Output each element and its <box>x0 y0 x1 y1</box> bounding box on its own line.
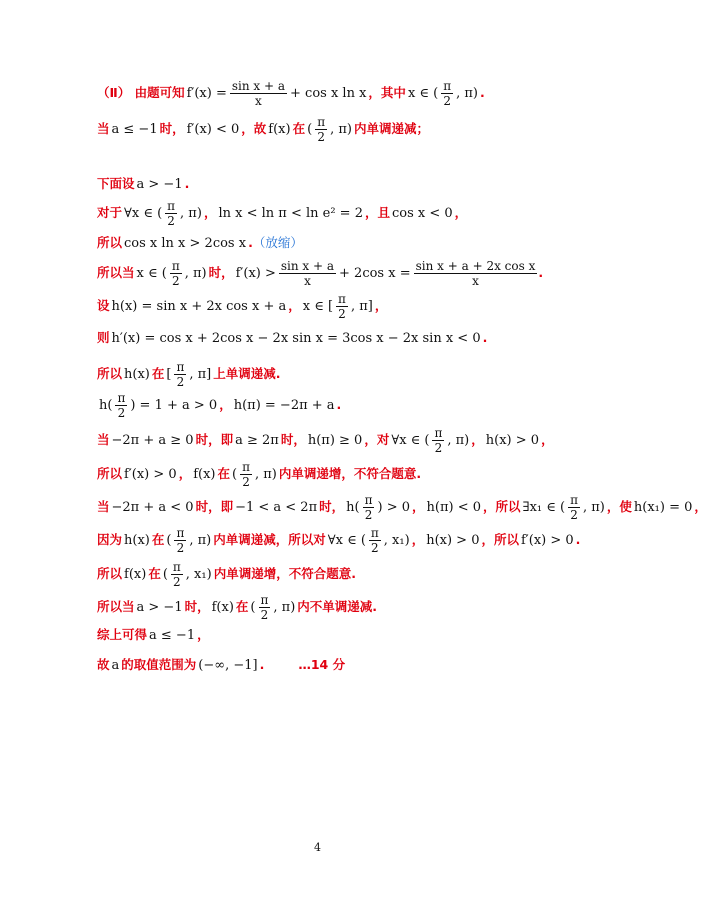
math: a > −1 <box>136 176 183 192</box>
text: 在 <box>292 120 306 136</box>
text: ，其中 <box>368 84 406 100</box>
math: ∃x₁ ∈ ( <box>522 499 566 515</box>
numerator: π <box>434 425 443 440</box>
math: , π) <box>273 599 296 615</box>
text: . <box>336 396 342 412</box>
text: 所以 <box>97 365 123 381</box>
denominator: 2 <box>171 273 180 288</box>
text: ， <box>178 465 192 481</box>
math: −2π + a ≥ 0 <box>111 432 194 448</box>
line-h-values <box>97 388 341 422</box>
math: , π) <box>456 85 479 101</box>
numerator: sin x + a <box>280 258 335 273</box>
text: 所以当 <box>97 598 135 614</box>
text: 在 <box>151 365 165 381</box>
fraction <box>171 561 183 588</box>
numerator: π <box>443 78 452 93</box>
math: f(x) <box>124 566 147 582</box>
math: , π) <box>582 499 605 515</box>
math: , π] <box>189 366 212 382</box>
line-case-ge-zero <box>97 423 554 457</box>
text: 时， <box>184 598 210 614</box>
line-define-h <box>97 289 387 323</box>
line-derivative-bound <box>97 256 543 290</box>
text: . <box>184 175 190 191</box>
text: 综上可得 <box>97 626 148 642</box>
text: 时， <box>208 264 234 280</box>
text: 所以 <box>97 565 123 581</box>
text: 内单调递减，所以对 <box>213 531 326 547</box>
text: ， <box>197 626 210 642</box>
text: 当 <box>97 431 110 447</box>
text: 时，即 <box>195 431 234 447</box>
fraction <box>315 116 327 143</box>
text: ， <box>411 498 425 514</box>
math: f′(x) < 0 <box>186 121 240 137</box>
math: f′(x) > <box>235 265 276 281</box>
text: 上单调递减. <box>213 365 281 381</box>
text: ，所以 <box>483 498 521 514</box>
math: , π] <box>350 298 373 314</box>
math: , π) <box>330 121 352 137</box>
math: cos x < 0 <box>391 205 453 221</box>
math: f′(x) > 0 <box>124 466 177 482</box>
line-case-lt-zero <box>97 490 707 524</box>
math: ( <box>232 466 238 482</box>
fraction <box>568 494 580 521</box>
math: x ∈ [ <box>302 298 334 314</box>
denominator: 2 <box>364 507 373 522</box>
numerator: π <box>172 559 181 574</box>
text: . <box>482 329 488 345</box>
math: ( <box>166 532 172 548</box>
text: ，故 <box>241 120 267 136</box>
text: 在 <box>235 598 249 614</box>
text: ， <box>219 396 232 412</box>
text: 时， <box>280 431 306 447</box>
math: h(x) > 0 <box>485 432 540 448</box>
math: , x₁) <box>185 566 212 582</box>
text: . <box>248 234 253 250</box>
denominator: 2 <box>173 574 181 589</box>
text: 时，即 <box>195 498 234 514</box>
math: cos x ln x > 2cos x <box>124 235 247 251</box>
numerator: π <box>242 459 250 474</box>
text: 内单调递减； <box>353 120 429 136</box>
denominator: 2 <box>242 474 250 489</box>
math: x ∈ ( <box>136 265 167 281</box>
fraction <box>174 527 186 554</box>
text: 因为 <box>97 531 123 547</box>
math: h(π) = −2π + a <box>233 397 335 413</box>
line-h-derivative <box>97 321 487 355</box>
text: 则 <box>97 329 110 345</box>
fraction <box>369 527 381 554</box>
denominator: x <box>472 273 479 288</box>
math: f(x) <box>211 599 234 615</box>
numerator: π <box>167 198 176 213</box>
denominator: 2 <box>167 213 175 228</box>
math: a > −1 <box>136 599 183 615</box>
text: （Ⅱ） 由题可知 <box>97 84 185 100</box>
fraction <box>170 260 182 287</box>
math: ∀x ∈ ( <box>124 205 163 221</box>
text: ， <box>471 431 484 447</box>
numerator: π <box>171 258 180 273</box>
math: , π) <box>447 432 470 448</box>
math: ( <box>250 599 256 615</box>
denominator: 2 <box>371 540 379 555</box>
fraction <box>230 80 287 107</box>
page-number: 4 <box>314 841 321 854</box>
text: . <box>480 84 485 100</box>
score-note: …14 分 <box>298 656 346 672</box>
math: ( <box>162 566 168 582</box>
line-conclusion <box>97 618 210 652</box>
annotation-scaling: （放缩） <box>252 234 303 250</box>
math: , π) <box>189 532 212 548</box>
fraction <box>363 494 375 521</box>
numerator: π <box>117 390 126 405</box>
fraction <box>432 427 444 454</box>
text: ， <box>288 297 301 313</box>
math: ∀x ∈ ( <box>327 532 366 548</box>
math: h(x₁) = 0 <box>633 499 693 515</box>
text: 下面设 <box>97 175 135 191</box>
text: ， <box>541 431 554 447</box>
numerator: π <box>338 291 346 306</box>
math: f′(x) = <box>186 85 227 101</box>
text: 时， <box>159 120 185 136</box>
fraction <box>165 200 177 227</box>
text: ， <box>374 297 388 313</box>
text: 所以 <box>97 234 123 250</box>
math: f′(x) > 0 <box>521 532 574 548</box>
denominator: 2 <box>117 405 126 420</box>
text: . <box>259 656 265 672</box>
math: h′(x) = cos x + 2cos x − 2x sin x = 3cos x − 2x sin x < 0 <box>111 330 481 346</box>
text: 对于 <box>97 204 123 220</box>
text: ，且 <box>364 204 390 220</box>
denominator: x <box>255 93 262 108</box>
text: 内单调递增，不符合题意. <box>278 465 422 481</box>
numerator: π <box>260 592 269 607</box>
math: h(π) < 0 <box>426 499 481 515</box>
math: h(π) ≥ 0 <box>307 432 363 448</box>
math: a ≤ −1 <box>111 121 158 137</box>
line-h-decreasing <box>97 357 281 391</box>
math: + cos x ln x <box>290 85 367 101</box>
fraction <box>240 461 252 488</box>
text: 内单调递增，不符合题意. <box>213 565 356 581</box>
math: h(x) <box>124 532 150 548</box>
text: 所以 <box>97 465 123 481</box>
fraction <box>259 594 271 621</box>
line-so-cos <box>97 226 303 260</box>
math: + 2cos x = <box>339 265 411 281</box>
denominator: 2 <box>434 440 443 455</box>
line-increasing-1 <box>97 457 421 491</box>
math: −2π + a < 0 <box>111 499 194 515</box>
text: . <box>575 531 581 547</box>
fraction <box>279 260 336 287</box>
text: 内不单调递减. <box>297 598 378 614</box>
text: 所以当 <box>97 264 135 280</box>
denominator: 2 <box>317 129 325 144</box>
math: ) = 1 + a > 0 <box>130 397 218 413</box>
numerator: sin x + a <box>231 78 286 93</box>
math: f(x) <box>193 466 216 482</box>
numerator: π <box>176 359 185 374</box>
math: a ≤ −1 <box>149 627 196 643</box>
denominator: x <box>304 273 311 288</box>
text: ， <box>694 498 707 514</box>
numerator: π <box>364 492 373 507</box>
math: h( <box>346 499 360 515</box>
math: a <box>111 657 120 673</box>
math: ∀x ∈ ( <box>391 432 430 448</box>
text: 在 <box>148 565 161 581</box>
math: , π) <box>254 466 277 482</box>
math: [ <box>166 366 172 382</box>
text: 设 <box>97 297 110 313</box>
text: ，对 <box>364 431 390 447</box>
math: x ∈ ( <box>407 85 439 101</box>
math: h(x) <box>124 366 150 382</box>
text: 故 <box>97 656 110 672</box>
denominator: 2 <box>338 306 346 321</box>
math: h(x) > 0 <box>426 532 480 548</box>
fraction <box>115 392 127 419</box>
text: . <box>538 264 544 280</box>
line-for-all-x <box>97 196 467 230</box>
line-part-ii <box>97 76 485 110</box>
fraction <box>336 293 348 320</box>
denominator: 2 <box>570 507 578 522</box>
denominator: 2 <box>176 540 185 555</box>
denominator: 2 <box>176 374 185 389</box>
text: ， <box>203 204 217 220</box>
numerator: π <box>317 114 326 129</box>
math: (−∞, −1] <box>198 657 258 673</box>
math: ) > 0 <box>377 499 410 515</box>
text: ，使 <box>606 498 632 514</box>
text: 在 <box>217 465 231 481</box>
line-answer <box>97 648 345 682</box>
math: ln x < ln π < ln e² = 2 <box>218 205 363 221</box>
text: 在 <box>151 531 165 547</box>
denominator: 2 <box>443 93 451 108</box>
numerator: π <box>570 492 578 507</box>
line-because-h <box>97 523 580 557</box>
text: 当 <box>97 498 110 514</box>
line-case-a-le-minus1 <box>97 112 429 146</box>
text: ，所以 <box>481 531 519 547</box>
math: , x₁) <box>383 532 410 548</box>
text: ， <box>411 531 425 547</box>
math: −1 < a < 2π <box>235 499 318 515</box>
math: h( <box>99 397 113 413</box>
numerator: π <box>370 525 379 540</box>
text: ， <box>454 204 468 220</box>
math: , π) <box>180 205 202 221</box>
text: 当 <box>97 120 110 136</box>
denominator: 2 <box>260 607 269 622</box>
text: 的取值范围为 <box>121 656 197 672</box>
math: h(x) = sin x + 2x cos x + a <box>111 298 287 314</box>
numerator: sin x + a + 2x cos x <box>415 258 536 273</box>
math: ( <box>307 121 313 137</box>
line-increasing-2 <box>97 557 356 591</box>
math: f(x) <box>268 121 291 137</box>
numerator: π <box>176 525 185 540</box>
math: , π) <box>184 265 207 281</box>
fraction <box>174 361 186 388</box>
fraction <box>441 80 453 107</box>
text: 时， <box>319 498 345 514</box>
fraction <box>414 260 538 287</box>
math: a ≥ 2π <box>235 432 279 448</box>
